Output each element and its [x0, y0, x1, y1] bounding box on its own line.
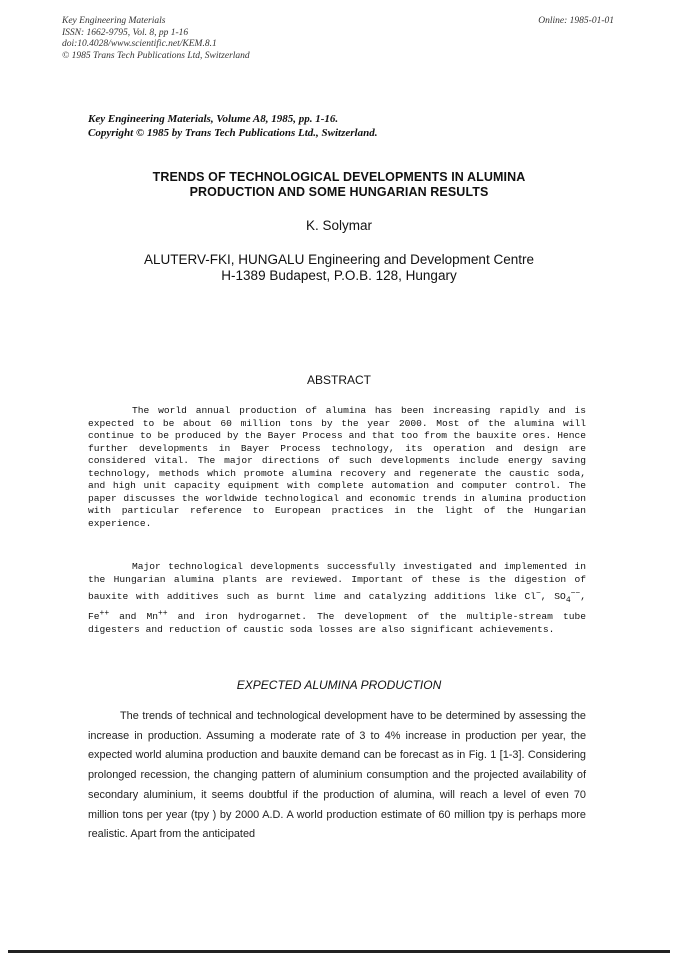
issn-line: ISSN: 1662-9795, Vol. 8, pp 1-16: [62, 27, 189, 38]
abstract-text-2b: and iron hydrogarnet. The development of the multiple-stream tube digesters and reduction of caustic soda losses are also significant achievements.: [88, 611, 586, 636]
sulfate-charge: −−: [570, 588, 581, 598]
abstract-heading: ABSTRACT: [306, 373, 371, 387]
online-date: Online: 1985-01-01: [538, 16, 614, 26]
affiliation: [0, 252, 678, 283]
abstract-paragraph-2: [88, 560, 586, 637]
sulfate-subscript: 4: [565, 595, 571, 605]
paper-title-line2: PRODUCTION AND SOME HUNGARIAN RESULTS: [189, 185, 489, 199]
journal-metadata: [62, 16, 250, 62]
paper-title: [0, 170, 678, 200]
author-name: K. Solymar: [305, 218, 373, 233]
manganese-charge: ++: [157, 608, 168, 618]
abstract-text-1: The world annual production of alumina has been increasing rapidly and is expected to be about 60 million tons by the year 2000. Most of the alumina will continue to be produced by the Bayer Process and that too from the bauxite ores. Hence further developments in Bayer Process technology, its operation and design are considered vital. The major directions of such developments include energy saving technology, methods which promote alumina recovery and regenerate the caustic soda, and high unit capacity equipment with complete automation and computer control. The paper discusses the worldwide technological and economic trends in alumina production with particular reference to European practices in the light of the Hungarian experience.: [88, 405, 586, 529]
citation-copyright: Copyright © 1985 by Trans Tech Publications Ltd., Switzerland.: [88, 127, 378, 139]
publisher-copyright: © 1985 Trans Tech Publications Ltd, Switzerland: [62, 50, 250, 61]
iron-symbol: Fe: [88, 611, 100, 623]
journal-name: Key Engineering Materials: [62, 16, 166, 26]
abstract-text-2a: Major technological developments successfully investigated and implemented in the Hungarian alumina plants are reviewed. Important of these is the digestion of bauxite with additives such as burnt lime and catalyzing additions like Cl: [88, 561, 586, 602]
section-paragraph: The trends of technical and technological development have to be determined by assessing the increase in production. Assuming a moderate rate of 3 to 4% increase in production per year, the expected world alumina production and bauxite demand can be forecast as in Fig. 1 [1-3]. Considering prolonged recession, the changing pattern of aluminium consumption and the projected availability of secondary aluminium, it seems doubtful if the production of alumina, will reach a level of even 70 million tons per year (tpy ) by 2000 A.D. A world production estimate of 60 million tpy is perhaps more realistic. Apart from the anticipated: [88, 710, 586, 841]
abstract-text-2: Major technological developments successfully investigated and implemented in the Hungarian alumina plants are reviewed. Important of these is the digestion of bauxite with additives such as burnt lime and catalyzing additions like Cl−, $SO_4^{--}$, Fe++ and Mn++ and iron hydrogarnet. The development of the multiple-stream tube digesters and reduction of caustic soda losses are also significant achievements.: [88, 561, 586, 636]
manganese-symbol: Mn: [146, 611, 158, 623]
sulfate-symbol: SO: [554, 590, 566, 602]
bottom-divider: [8, 950, 670, 953]
chloride-charge: −: [535, 588, 541, 598]
section-body: [88, 707, 586, 845]
affiliation-line2: H-1389 Budapest, P.O.B. 128, Hungary: [221, 267, 457, 283]
paper-title-line1: TRENDS OF TECHNOLOGICAL DEVELOPMENTS IN ALUMINA: [152, 170, 526, 184]
doi-link[interactable]: doi:10.4028/www.scientific.net/KEM.8.1: [62, 39, 217, 49]
affiliation-line1: ALUTERV-FKI, HUNGALU Engineering and Development Centre: [144, 252, 534, 267]
citation-volume: Key Engineering Materials, Volume A8, 1985, pp. 1-16.: [88, 113, 339, 125]
section-heading: EXPECTED ALUMINA PRODUCTION: [236, 678, 442, 692]
citation-block: [88, 112, 377, 140]
iron-charge: ++: [99, 608, 110, 618]
abstract-paragraph-1: [88, 405, 586, 530]
